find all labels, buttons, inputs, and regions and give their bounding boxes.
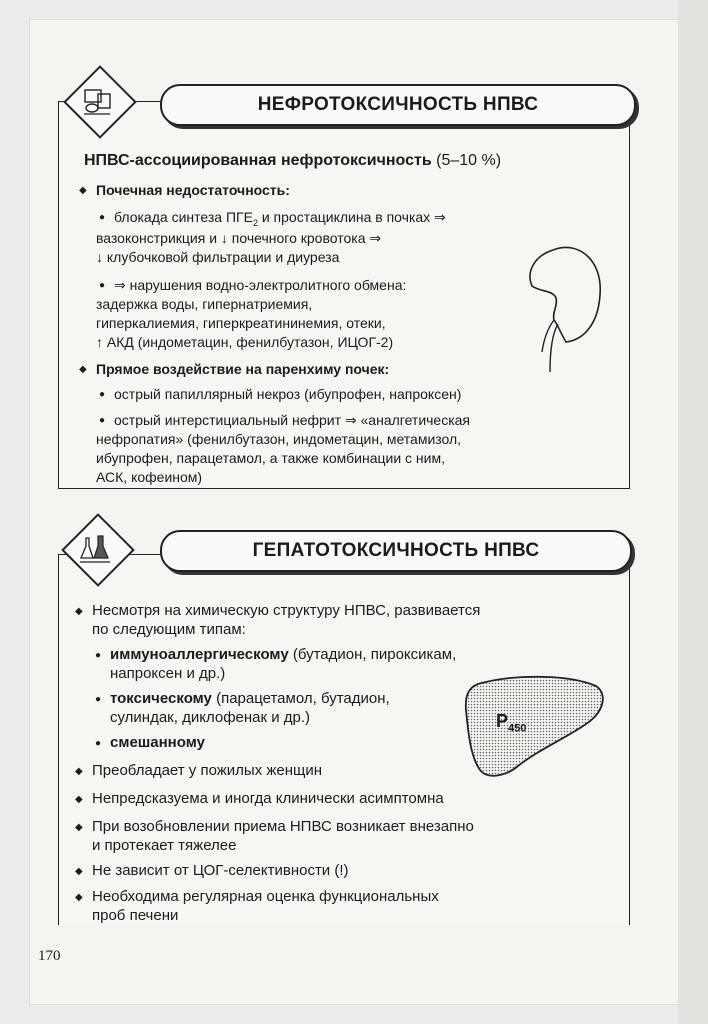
hepato-intro-line2: по следующим типам: [92, 621, 246, 638]
hepato-point-5: ◆ Необходима регулярная оценка функциональных [92, 888, 439, 906]
hepato-flask-icon [72, 524, 120, 572]
hepato-title-banner [160, 530, 632, 572]
nephro-item-4: ● острый интерстициальный нефрит ⇒ «аналгетическая [114, 411, 470, 429]
hepato-point-2: ◆ Непредсказуема и иногда клинически асимптомна [92, 790, 444, 808]
hepato-intro: ◆ Несмотря на химическую структуру НПВС, развивается [92, 602, 480, 620]
nephro-item-2: ● ⇒ нарушения водно-электролитного обмена: [114, 276, 406, 294]
liver-icon [458, 670, 608, 782]
nephro-item-4-line3: ибупрофен, парацетамол, а также комбинации с ним, [96, 450, 445, 466]
hepato-point-1: ◆ Преобладает у пожилых женщин [92, 762, 322, 780]
nephro-pill-icon [74, 76, 122, 124]
nephro-item-4-line2: нефропатия» (фенилбутазон, индометацин, метамизол, [96, 431, 462, 447]
hepato-point-5-line2: проб печени [92, 907, 179, 924]
hepato-type-1: ● иммуноаллергическому (бутадион, пироксикам, [110, 646, 456, 664]
nephro-item-3: ● острый папиллярный некроз (ибупрофен, напроксен) [114, 385, 461, 403]
nephro-item-1-line2: вазоконстрикция и ↓ почечного кровотока ⇒ [96, 230, 382, 246]
nephro-title-banner [160, 84, 636, 126]
nephro-item-4-line4: АСК, кофеином) [96, 469, 203, 485]
hepato-type-1-line2: напроксен и др.) [110, 665, 226, 682]
nephro-title: НЕФРОТОКСИЧНОСТЬ НПВС [257, 94, 539, 115]
direct-action-heading: ◆ Прямое воздействие на паренхиму почек: [96, 360, 389, 378]
hepato-point-3-line2: и протекает тяжелее [92, 837, 237, 854]
liver-label: $P_{450}$ [496, 711, 527, 735]
hepato-type-2: ● токсическому (парацетамол, бутадион, [110, 690, 390, 708]
kidney-icon [518, 240, 608, 380]
nephro-item-2-line3: гиперкалиемия, гиперкреатининемия, отеки, [96, 315, 386, 331]
adjacent-page-edge [678, 0, 708, 1024]
hepato-point-3: ◆ При возобновлении приема НПВС возникает внезапно [92, 818, 474, 836]
nephro-item-1-line3: ↓ клубочковой фильтрации и диуреза [96, 249, 340, 265]
hepato-title: ГЕПАТОТОКСИЧНОСТЬ НПВС [252, 540, 540, 561]
page-number: 170 [38, 948, 61, 964]
renal-failure-heading: ◆ Почечная недостаточность: [96, 181, 290, 199]
hepato-type-2-line2: сулиндак, диклофенак и др.) [110, 709, 311, 726]
hepato-point-4: ◆ Не зависит от ЦОГ-селективности (!) [92, 862, 349, 880]
nephro-item-1: ● блокада синтеза $ПГЕ_2$ и простациклина в почках ⇒ [114, 208, 446, 232]
nephro-heading: НПВС-ассоциированная нефротоксичность (5–10 %) [84, 152, 502, 169]
hepato-type-3: ● смешанному [110, 734, 205, 752]
nephro-item-2-line2: задержка воды, гипернатриемия, [96, 296, 313, 312]
nephro-item-2-line4: ↑ АКД (индометацин, фенилбутазон, ИЦОГ-2) [96, 334, 394, 350]
